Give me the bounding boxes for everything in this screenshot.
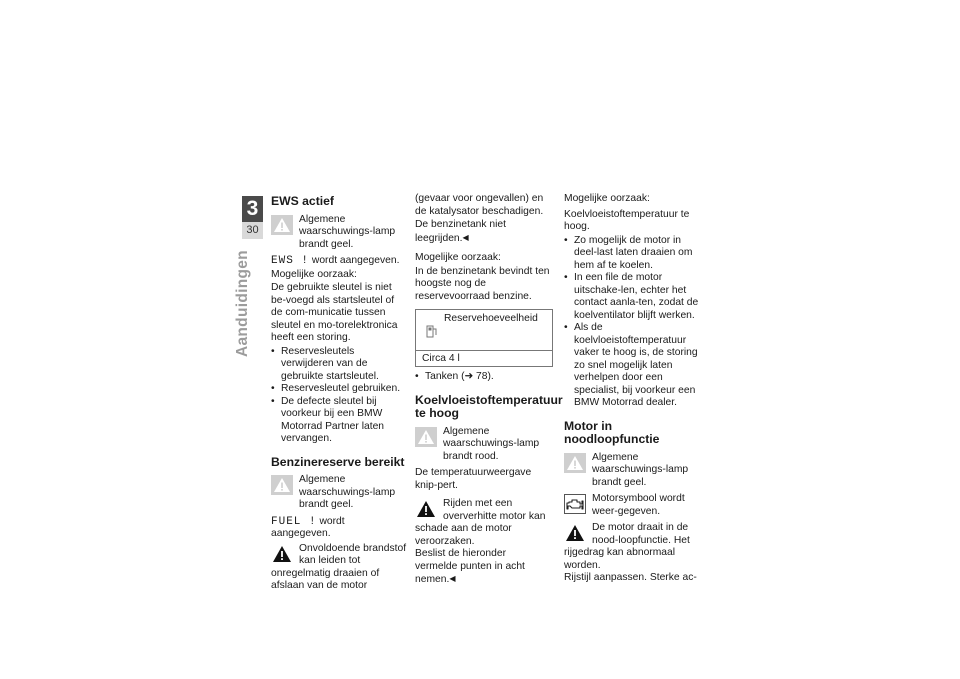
coolant-warning-note: Beslist de hieronder vermelde punten in acht nemen.: [415, 548, 525, 585]
coolant-bullet-list: [564, 235, 700, 410]
ews-cause-label: Mogelijke oorzaak:: [271, 268, 357, 280]
fuel-tank-empty-text: De benzinetank niet leegrijden.: [415, 219, 507, 244]
column-2: [415, 193, 563, 588]
reserve-table: [415, 309, 553, 367]
coolant-lamp-text: Algemene waarschuwings-lamp brandt rood.: [443, 425, 540, 462]
coolant-warning-note-line: [415, 548, 551, 587]
end-marker-icon: ◀: [462, 232, 469, 242]
warning-triangle-icon: [564, 453, 586, 473]
fuel-pump-icon: [426, 324, 438, 343]
emergency-warning-continuation: Rijstijl aanpassen. Sterke ac-: [564, 572, 697, 583]
coolant-display-text: De temperatuurweergave knip-pert.: [415, 467, 532, 491]
fuel-lamp-row: [271, 474, 407, 512]
list-item: • Reservesleutels verwijderen van de gebruikte startsleutel.: [271, 346, 407, 384]
fuel-cause-label: Mogelijke oorzaak:: [415, 252, 501, 263]
page-number: 30: [242, 222, 263, 239]
reserve-table-header-text: Reservehoeveelheid: [444, 313, 538, 324]
warning-triangle-icon: [271, 475, 293, 495]
fuel-lamp-text: Algemene waarschuwings-lamp brandt geel.: [299, 474, 396, 510]
ews-display-line: [271, 255, 407, 268]
ews-cause-text: De gebruikte sleutel is niet be-voegd als startsleutel of de com-municatie tussen sleutel en mo-torelektronica heeft een storing.: [271, 282, 398, 343]
list-item: • Als de koelvloeistoftemperatuur vaker te hoog is, de storing zo snel mogelijk laten verhelpen door een specialist, bij voorkeur een BMW Motorrad dealer.: [564, 322, 700, 410]
reserve-table-header: [416, 310, 552, 351]
fuel-display-suffix: wordt aangegeven.: [271, 515, 345, 539]
warning-triangle-icon: [564, 523, 586, 543]
warning-triangle-icon: [271, 544, 293, 564]
emergency-lamp-text: Algemene waarschuwings-lamp brandt geel.: [592, 451, 689, 488]
fuel-warning-text: Onvoldoende brandstof kan leiden tot onregelmatig draaien of afslaan van de motor: [271, 542, 407, 591]
fuel-display-code: FUEL !: [271, 515, 317, 528]
emergency-warning-text: De motor draait in de nood-loopfunctie. Het rijgedrag kan abnormaal worden.: [564, 522, 690, 571]
chapter-number-badge: 3: [242, 196, 263, 222]
list-item: • Reservesleutel gebruiken.: [271, 383, 407, 396]
reserve-table-value: Circa 4 l: [422, 353, 460, 364]
warning-triangle-icon: [415, 499, 437, 519]
coolant-cause-text: Koelvloeistoftemperatuur te hoog.: [564, 208, 690, 232]
fuel-bullet-list: [415, 371, 551, 384]
fuel-warning-continuation: (gevaar voor ongevallen) en de katalysator beschadigen.: [415, 193, 544, 217]
warning-triangle-icon: [271, 215, 293, 235]
list-item: • In een file de motor uitschake-len, echter het contact aanla-ten, zodat de koelventilator blijft werken.: [564, 272, 700, 322]
list-item: • De defecte sleutel bij voorkeur bij een BMW Motorrad Partner laten vervangen.: [271, 396, 407, 446]
fuel-display-line: [271, 516, 407, 541]
warning-triangle-icon: [415, 427, 437, 447]
emergency-warning-block: [564, 522, 700, 572]
ews-lamp-row: [271, 214, 407, 252]
fuel-bullet-prefix: Tanken (: [425, 371, 465, 382]
column-3: [564, 193, 700, 586]
fuel-bullet-ref[interactable]: 78).: [473, 371, 494, 382]
chapter-title-vertical: Aanduidingen: [234, 250, 251, 357]
fuel-tank-empty-line: [415, 219, 551, 245]
ews-bullet-list: [271, 346, 407, 446]
ews-heading: EWS actief: [271, 194, 334, 208]
emergency-engine-text: Motorsymbool wordt weer-gegeven.: [592, 493, 685, 517]
fuel-warning-block: [271, 543, 407, 593]
list-item: [415, 371, 551, 384]
coolant-warning-text: Rijden met een oververhitte motor kan schade aan de motor veroorzaken.: [415, 498, 546, 547]
ews-lamp-text: Algemene waarschuwings-lamp brandt geel.: [299, 213, 396, 250]
fuel-heading: Benzinereserve bereikt: [271, 454, 405, 469]
coolant-warning-block: [415, 498, 551, 548]
coolant-heading: Koelvloeistoftemperatuur te hoog: [415, 392, 563, 420]
engine-icon: [564, 494, 586, 514]
list-item: • Zo mogelijk de motor in deel-last laten draaien om hem af te koelen.: [564, 235, 700, 273]
column-1: [271, 193, 407, 593]
ews-display-code: EWS !: [271, 255, 310, 267]
fuel-cause-text: In de benzinetank bevindt ten hoogste nog de reservevoorraad benzine.: [415, 265, 550, 302]
emergency-heading: Motor in noodloopfunctie: [564, 418, 660, 446]
ews-display-suffix: wordt aangegeven.: [309, 255, 400, 266]
coolant-cause-label: Mogelijke oorzaak:: [564, 193, 650, 204]
arrow-right-icon: ➜: [464, 371, 474, 382]
emergency-engine-row: [564, 493, 700, 518]
coolant-lamp-row: [415, 426, 551, 464]
emergency-lamp-row: [564, 452, 700, 490]
end-marker-icon: ◀: [449, 574, 456, 583]
